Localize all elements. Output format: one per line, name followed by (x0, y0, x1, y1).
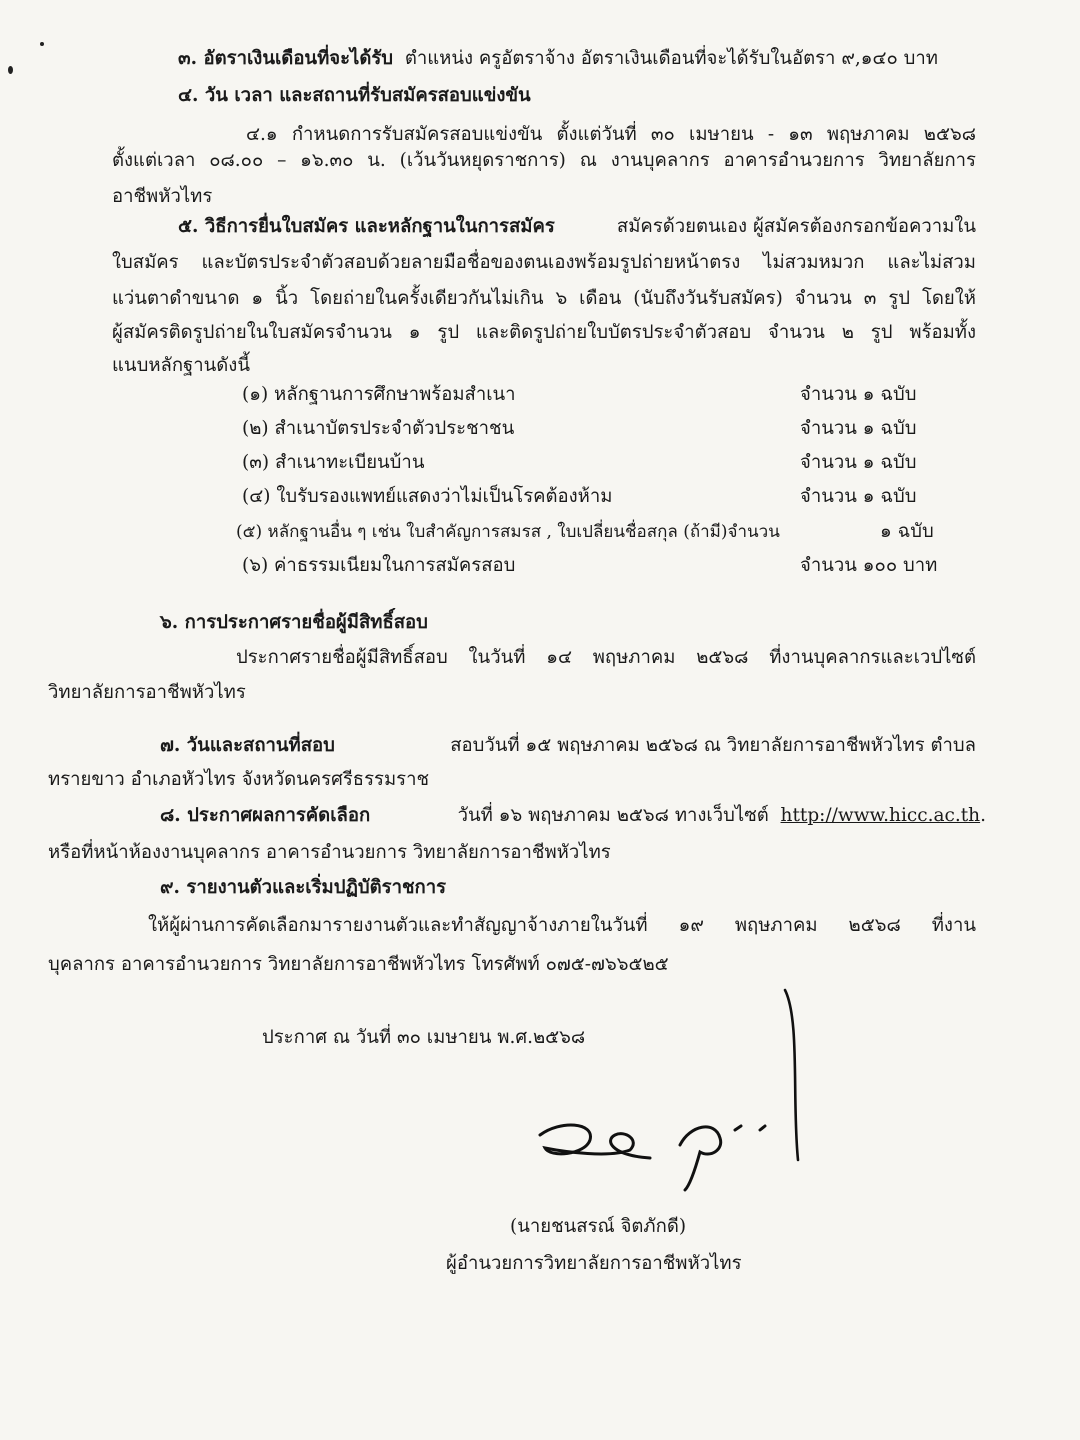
signature-stroke (680, 1127, 721, 1190)
section-9-line-1: ให้ผู้ผ่านการคัดเลือกมารายงานตัวและทำสัญญาจ้างภายในวันที่ ๑๙ พฤษภาคม ๒๕๖๘ ที่งาน (148, 915, 976, 936)
section-5-line-5: แนบหลักฐานดังนี้ (112, 355, 250, 376)
signature-stroke (540, 1125, 650, 1158)
section-4-line-3: อาชีพหัวไทร (112, 186, 213, 207)
section-3-text: ตำแหน่ง ครูอัตราจ้าง อัตราเงินเดือนที่จะได้รับในอัตรา ๙,๑๔๐ บาท (404, 48, 938, 69)
section-5-line-2: ใบสมัคร และบัตรประจำตัวสอบด้วยลายมือชื่อของตนเองพร้อมรูปถ่ายหน้าตรง ไม่สวมหมวก และไม่สวม (112, 252, 976, 273)
section-6-line-2: วิทยาลัยการอาชีพหัวไทร (48, 682, 246, 703)
scan-mark (40, 42, 44, 46)
section-6-heading: ๖. การประกาศรายชื่อผู้มีสิทธิ์สอบ (160, 612, 428, 633)
section-4-heading: ๔. วัน เวลา และสถานที่รับสมัครสอบแข่งขัน (178, 85, 531, 106)
section-7-line-1-text: สอบวันที่ ๑๕ พฤษภาคม ๒๕๖๘ ณ วิทยาลัยการอาชีพหัวไทร ตำบล (450, 735, 976, 756)
section-8-date-text: วันที่ ๑๖ พฤษภาคม ๒๕๖๘ ทางเว็บไซต์ (457, 805, 769, 826)
evidence-item-qty: จำนวน ๑ ฉบับ (800, 418, 917, 439)
signature-stroke (735, 1126, 741, 1130)
section-8-heading: ๘. ประกาศผลการคัดเลือก (160, 805, 371, 826)
section-6-line-1: ประกาศรายชื่อผู้มีสิทธิ์สอบ ในวันที่ ๑๔ พฤษภาคม ๒๕๖๘ ที่งานบุคลากรและเวปไซต์ (236, 647, 976, 668)
evidence-item-qty: จำนวน ๑ ฉบับ (800, 384, 917, 405)
website-link-period: . (980, 805, 986, 826)
evidence-item-qty: จำนวน ๑ ฉบับ (800, 452, 917, 473)
section-7-line-1 (160, 733, 976, 759)
section-4-line-2: ตั้งแต่เวลา ๐๘.๐๐ – ๑๖.๓๐ น. (เว้นวันหยุดราชการ) ณ งานบุคลากร อาคารอำนวยการ วิทยาลัยการ (112, 150, 976, 171)
section-5-line-1-text: สมัครด้วยตนเอง ผู้สมัครต้องกรอกข้อความใน (616, 216, 976, 237)
signature-image (520, 980, 820, 1200)
evidence-item-qty: จำนวน ๑๐๐ บาท (800, 555, 938, 576)
section-5-line-3: แว่นตาดำขนาด ๑ นิ้ว โดยถ่ายในครั้งเดียวกันไม่เกิน ๖ เดือน (นับถึงวันรับสมัคร) จำนวน ๓ รูป โดยให้ (112, 288, 976, 309)
evidence-item-label: (๑) หลักฐานการศึกษาพร้อมสำเนา (242, 384, 516, 405)
evidence-item-label: (๒) สำเนาบัตรประจำตัวประชาชน (242, 418, 515, 439)
section-8-line-2: หรือที่หน้าห้องงานบุคลากร อาคารอำนวยการ วิทยาลัยการอาชีพหัวไทร (48, 842, 611, 863)
announcement-date: ประกาศ ณ วันที่ ๓๐ เมษายน พ.ศ.๒๕๖๘ (262, 1027, 586, 1048)
section-7-heading: ๗. วันและสถานที่สอบ (160, 735, 335, 756)
evidence-item-label: (๕) หลักฐานอื่น ๆ เช่น ใบสำคัญการสมรส , ใบเปลี่ยนชื่อสกุล (ถ้ามี)จำนวน (236, 522, 780, 542)
section-5-line-4: ผู้สมัครติดรูปถ่ายในใบสมัครจำนวน ๑ รูป และติดรูปถ่ายใบบัตรประจำตัวสอบ จำนวน ๒ รูป พร้อมทั้ง (112, 322, 976, 343)
section-8-line-1-text (458, 803, 986, 829)
section-3-heading: ๓. อัตราเงินเดือนที่จะได้รับ (178, 48, 394, 69)
website-link[interactable]: http://www.hicc.ac.th (780, 805, 981, 826)
section-9-line-2: บุคลากร อาคารอำนวยการ วิทยาลัยการอาชีพหัวไทร โทรศัพท์ ๐๗๕-๗๖๖๕๒๕ (48, 954, 669, 975)
evidence-item-qty: จำนวน ๑ ฉบับ (800, 486, 917, 507)
evidence-item-label: (๓) สำเนาทะเบียนบ้าน (242, 452, 425, 473)
section-7-line-2: ทรายขาว อำเภอหัวไทร จังหวัดนครศรีธรรมราช (48, 769, 430, 790)
section-3 (178, 46, 938, 72)
section-5-line-1 (178, 214, 976, 240)
scan-mark (8, 66, 13, 74)
section-5-heading: ๕. วิธีการยื่นใบสมัคร และหลักฐานในการสมัคร (178, 216, 555, 237)
section-8-line-1 (160, 803, 986, 829)
signature-stroke (785, 990, 798, 1160)
section-4-line-1: ๔.๑ กำหนดการรับสมัครสอบแข่งขัน ตั้งแต่วันที่ ๓๐ เมษายน - ๑๓ พฤษภาคม ๒๕๖๘ (246, 124, 976, 145)
evidence-item-qty: ๑ ฉบับ (880, 521, 934, 542)
signer-name: (นายชนสรณ์ จิตภักดี) (510, 1216, 687, 1237)
section-9-heading: ๙. รายงานตัวและเริ่มปฏิบัติราชการ (160, 877, 447, 898)
signer-position: ผู้อำนวยการวิทยาลัยการอาชีพหัวไทร (446, 1253, 742, 1274)
signature-stroke (760, 1126, 765, 1130)
evidence-item-label: (๖) ค่าธรรมเนียมในการสมัครสอบ (242, 555, 516, 576)
evidence-item-label: (๔) ใบรับรองแพทย์แสดงว่าไม่เป็นโรคต้องห้าม (242, 486, 613, 507)
